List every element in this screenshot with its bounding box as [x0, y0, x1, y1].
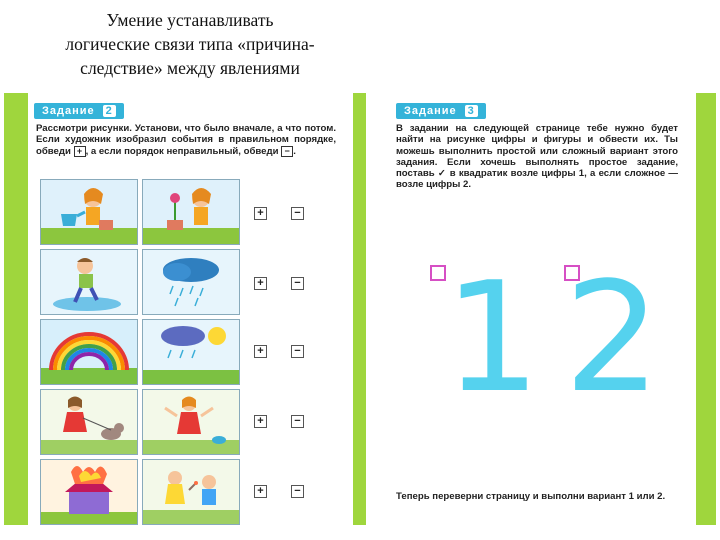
right-page-margin: [696, 93, 716, 525]
minus-answer-button[interactable]: −: [291, 345, 304, 358]
task-label: Задание: [404, 105, 457, 117]
scene-panel: [40, 319, 138, 385]
minus-symbol-inline: −: [281, 146, 293, 157]
digit-one: 1: [444, 249, 541, 426]
plus-answer-button[interactable]: +: [254, 415, 267, 428]
slide-title: [20, 8, 360, 80]
task-number: 3: [465, 105, 478, 117]
rain-cloud-icon: [143, 250, 239, 314]
plus-answer-button[interactable]: +: [254, 277, 267, 290]
scene-panel: [142, 459, 240, 525]
girl-in-rain-icon: [143, 390, 239, 454]
task-2-text: Рассмотри рисунки. Установи, что было вначале, а что потом. Если художник изобразил события в правильном порядке, обведи + , а если порядок неправильный, обведи − .: [36, 123, 336, 157]
children-with-matches-icon: [143, 460, 239, 524]
minus-answer-button[interactable]: −: [291, 277, 304, 290]
girl-walking-dog-icon: [41, 390, 137, 454]
task-2-header: [34, 103, 124, 119]
right-page: [366, 93, 696, 525]
boy-in-puddle-icon: [41, 250, 137, 314]
left-page-margin: [4, 93, 28, 525]
task-2-text-part-2: , а если порядок неправильный, обведи: [85, 145, 279, 157]
minus-answer-button[interactable]: −: [291, 485, 304, 498]
task-3-header: [396, 103, 486, 119]
plus-answer-button[interactable]: +: [254, 485, 267, 498]
scene-panel: [40, 459, 138, 525]
storm-cloud-sun-icon: [143, 320, 239, 384]
plus-answer-button[interactable]: +: [254, 207, 267, 220]
slide-title-line-3: следствие» между явлениями: [80, 58, 300, 78]
scene-panel: [142, 249, 240, 315]
scene-panel: [40, 179, 138, 245]
slide-title-line-1: Умение устанавливать: [106, 10, 274, 30]
girl-watering-pot-icon: [41, 180, 137, 244]
slide-title-line-2: логические связи типа «причина-: [65, 34, 315, 54]
task-number: 2: [103, 105, 116, 117]
plus-answer-button[interactable]: +: [254, 345, 267, 358]
scene-panel: [40, 249, 138, 315]
scene-panel: [142, 389, 240, 455]
left-page: [28, 93, 353, 525]
task-3-text: В задании на следующей странице тебе нужно будет найти на рисунке цифры и фигуры и обвести их. Ты можешь выполнить простой или сложный вариант этого задания. Если хочешь выполнять простое задание, поставь ✓ в квадратик возле цифры 1, а если сложное — возле цифры 2.: [396, 123, 678, 191]
rainbow-icon: [41, 320, 137, 384]
digit-two: 2: [564, 249, 661, 426]
scene-panel: [142, 179, 240, 245]
task-label: Задание: [42, 105, 95, 117]
bottom-instruction: Теперь переверни страницу и выполни вариант 1 или 2.: [396, 491, 666, 502]
scene-panel: [142, 319, 240, 385]
scene-panel: [40, 389, 138, 455]
minus-answer-button[interactable]: −: [291, 415, 304, 428]
girl-with-flower-pot-icon: [143, 180, 239, 244]
task-2-text-part-1: Рассмотри рисунки. Установи, что было вначале, а что потом. Если художник изобразил события в правильном порядке, обведи: [36, 123, 336, 157]
minus-answer-button[interactable]: −: [291, 207, 304, 220]
plus-symbol-inline: +: [74, 146, 86, 157]
house-fire-icon: [41, 460, 137, 524]
